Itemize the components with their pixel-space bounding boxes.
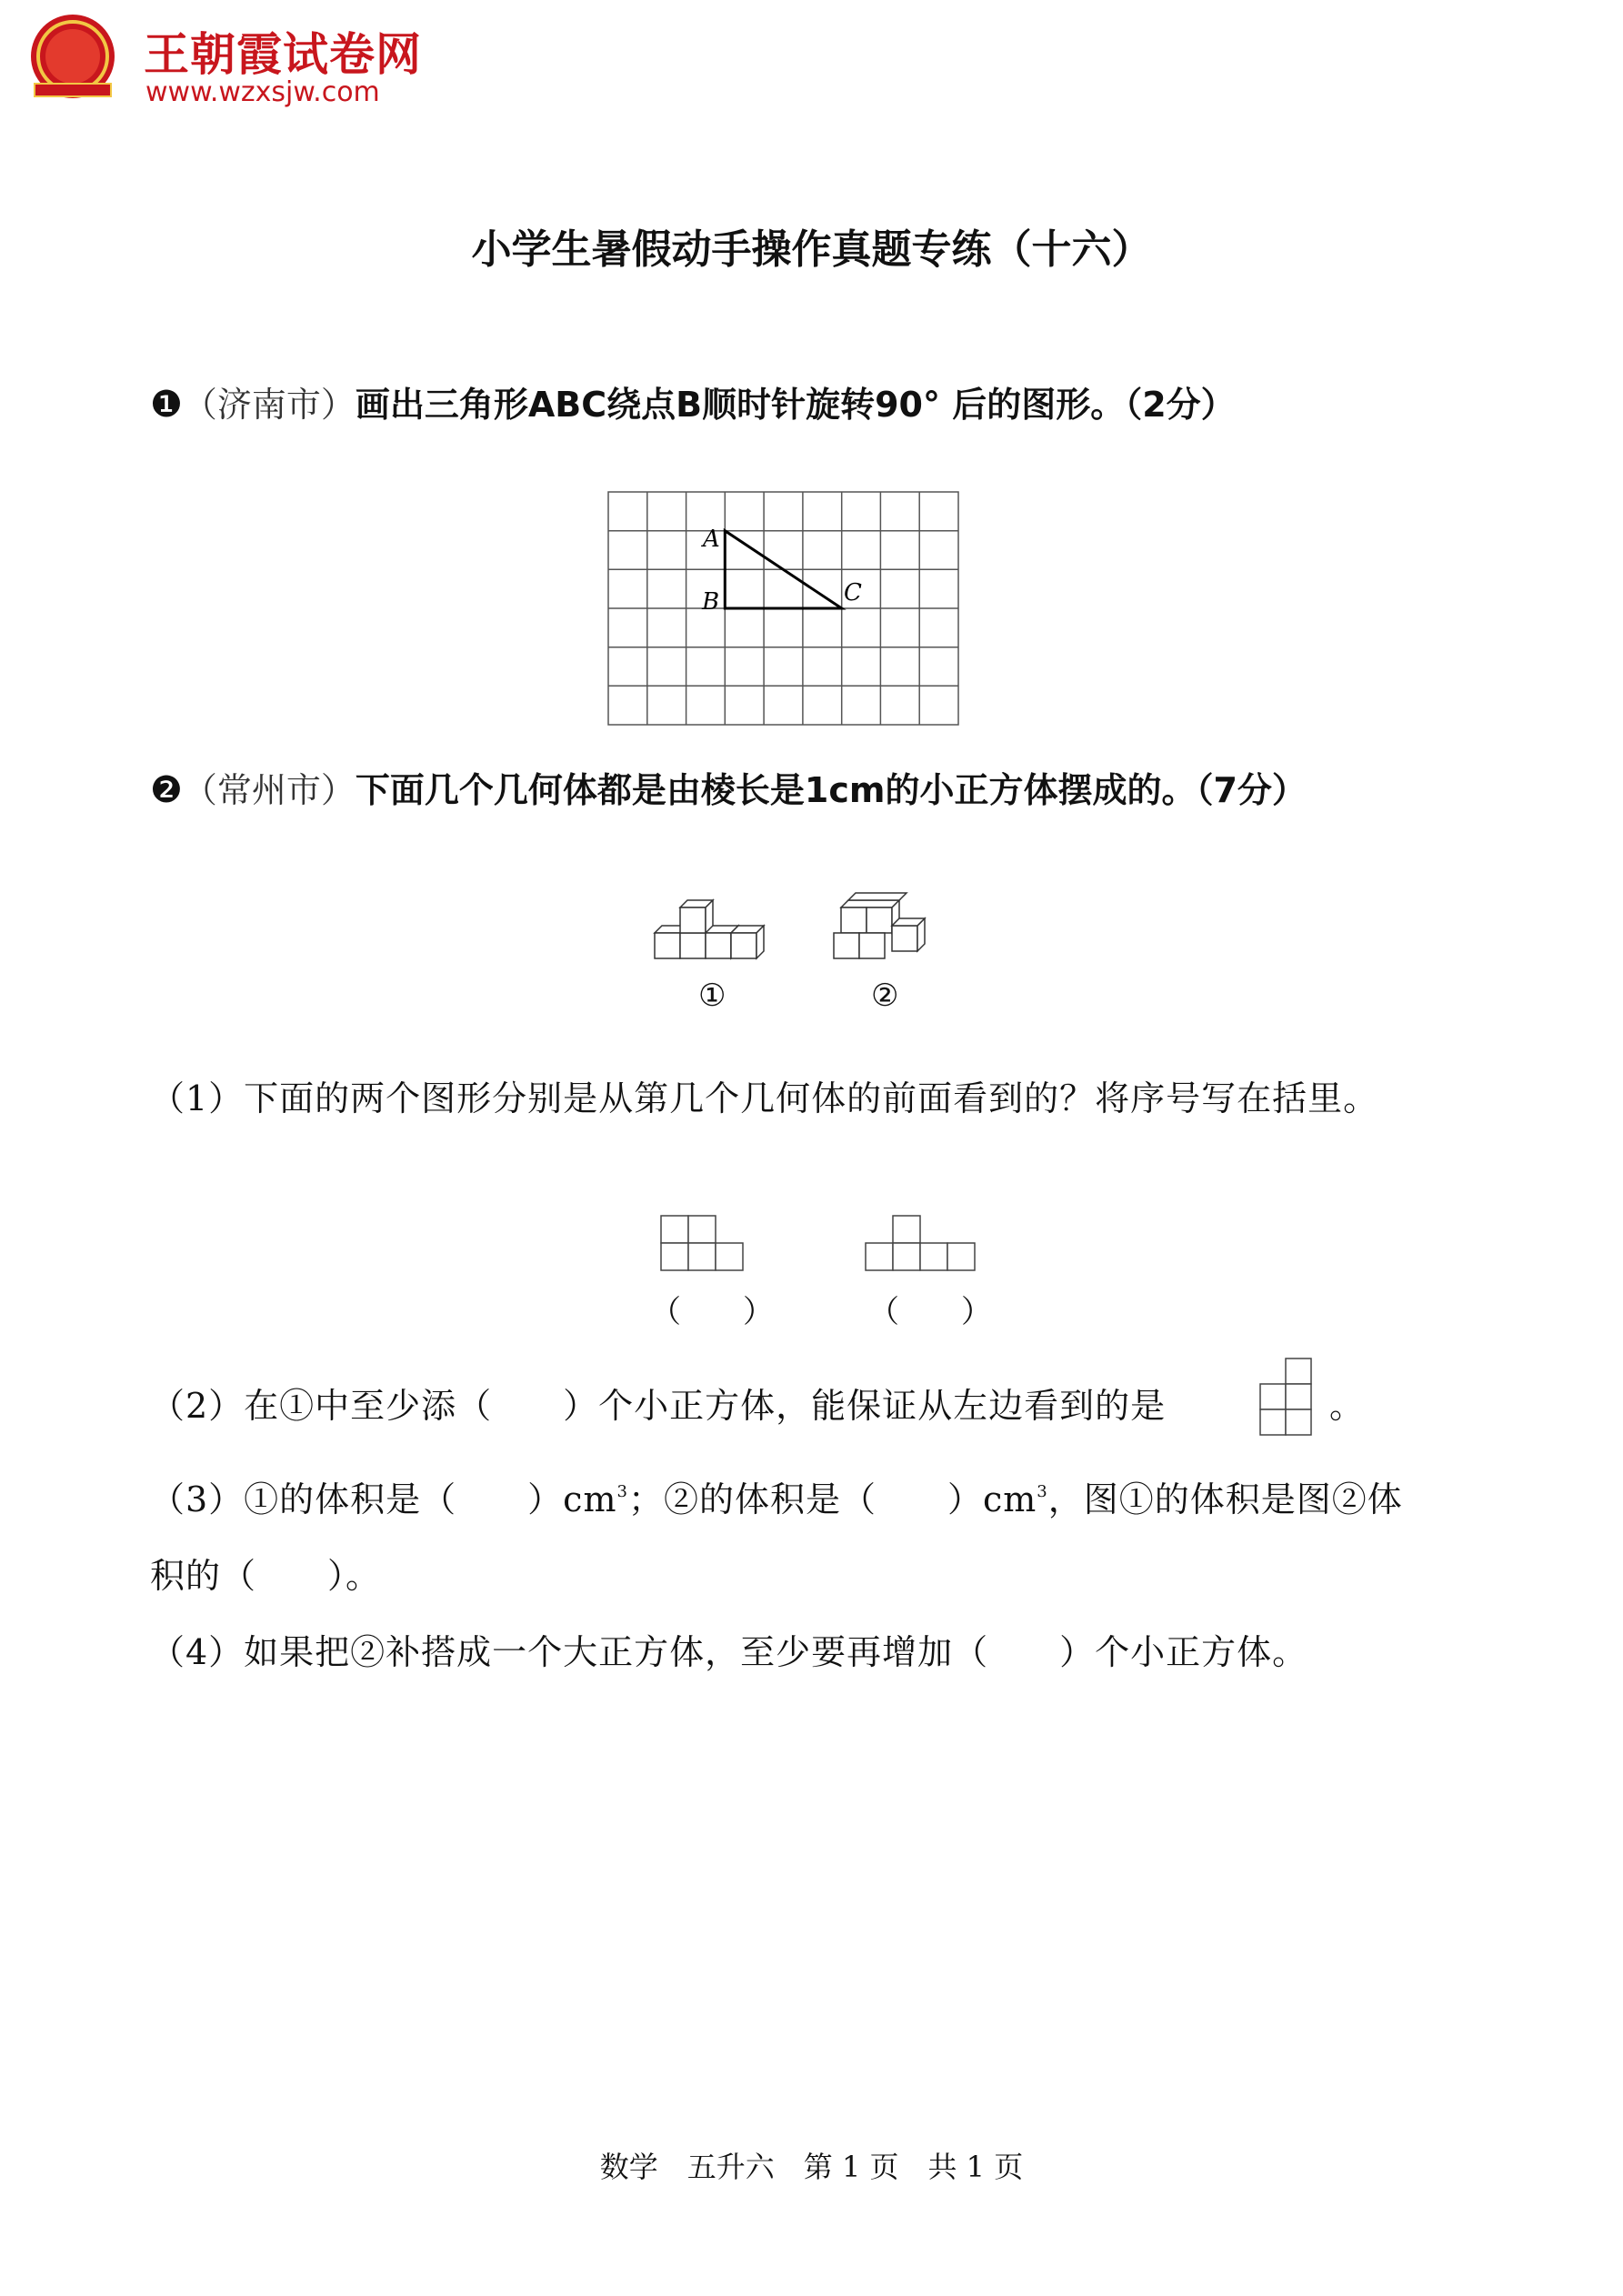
vertex-label-a: A (703, 526, 720, 553)
vertex-label-b: B (702, 588, 720, 616)
question-source: （常州市） (182, 770, 356, 810)
page-title: 小学生暑假动手操作真题专练（十六） (471, 226, 1152, 273)
question-2 (150, 762, 1307, 812)
answer-blank-b[interactable]: （ ） (868, 1294, 992, 1330)
logo-url: www.wzxsjw.com (145, 76, 380, 108)
sub-question-3-part-c: ，图①的体积是图②体 (1047, 1479, 1403, 1519)
logo-name: 王朝霞试卷网 (144, 28, 422, 81)
left-view-figure (1257, 1357, 1314, 1440)
vertex-label-c: C (844, 579, 862, 607)
sub-question-2-end: 。 (1329, 1386, 1366, 1426)
logo-emblem-icon (27, 11, 123, 106)
question-text: 画出三角形ABC绕点B顺时针旋转90° 后的图形。（2分） (355, 385, 1236, 425)
page-footer: 数学 五升六 第 1 页 共 1 页 (599, 2150, 1024, 2184)
sub-question-1: （1）下面的两个图形分别是从第几个几何体的前面看到的？将序号写在括里。 (150, 1078, 1379, 1118)
grid-triangle-figure (607, 491, 960, 727)
front-view-b (864, 1214, 978, 1274)
solid-label-2: ② (871, 978, 899, 1014)
cube-solid-1 (653, 889, 789, 967)
site-logo (27, 11, 436, 106)
question-source: （济南市） (182, 385, 356, 425)
question-number: ❶ (150, 384, 183, 426)
cube-solid-2 (832, 889, 941, 967)
sub-question-4: （4）如果把②补搭成一个大正方体，至少要再增加（ ）个小正方体。 (150, 1632, 1308, 1672)
sub-question-3-part-b: ；②的体积是（ ）cm (627, 1479, 1037, 1519)
front-view-a (659, 1214, 746, 1274)
sub-question-3-part-a: （3）①的体积是（ ）cm (150, 1479, 617, 1519)
superscript: 3 (616, 1482, 628, 1501)
question-number: ❷ (150, 769, 183, 811)
answer-blank-a[interactable]: （ ） (650, 1294, 774, 1330)
sub-question-3-line-2: 积的（ ）。 (150, 1556, 382, 1596)
sub-question-3 (150, 1471, 1403, 1521)
solid-label-1: ① (698, 978, 726, 1014)
sub-question-2-text: （2）在①中至少添（ ）个小正方体，能保证从左边看到的是 (150, 1386, 1167, 1426)
superscript: 3 (1037, 1482, 1048, 1501)
question-text: 下面几个几何体都是由棱长是1cm的小正方体摆成的。（7分） (355, 770, 1307, 810)
sub-question-2 (150, 1378, 1166, 1428)
question-1 (150, 376, 1236, 426)
